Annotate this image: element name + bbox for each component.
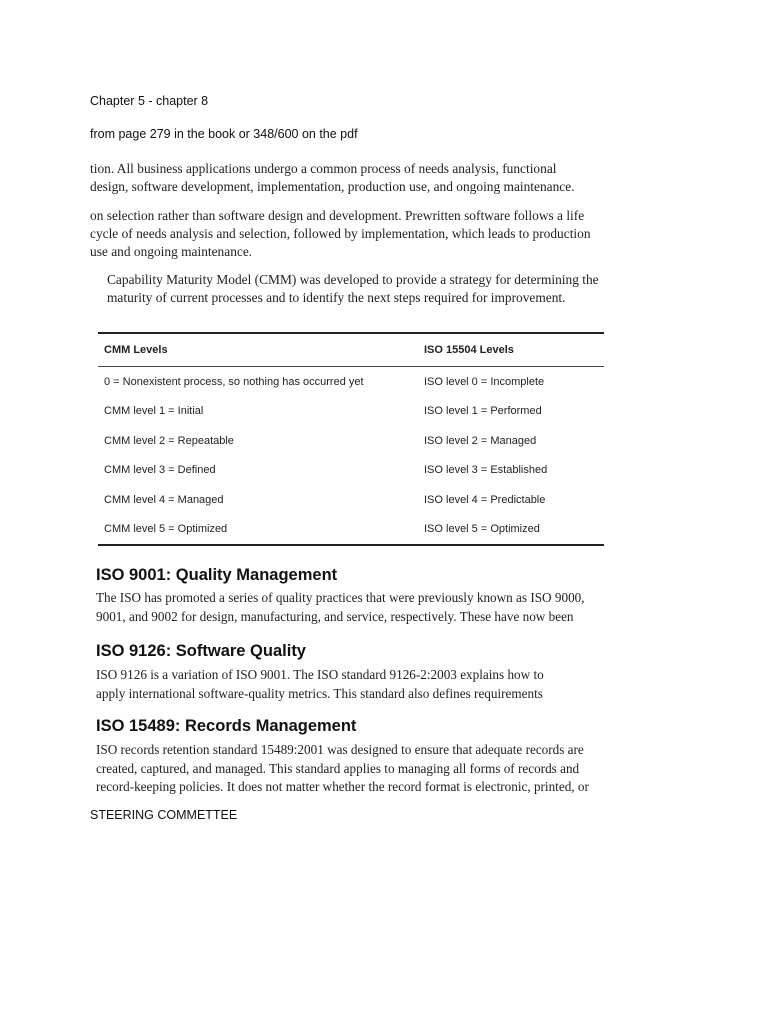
table-row [98, 367, 604, 397]
section-heading-iso-9001: ISO 9001: Quality Management [96, 566, 338, 584]
section-line: ISO 9126 is a variation of ISO 9001. The ISO standard 9126-2:2003 explains how to [96, 667, 544, 682]
iso-level-cell: ISO level 2 = Managed [424, 434, 537, 447]
table-row [98, 515, 604, 546]
page-reference-note: from page 279 in the book or 348/600 on the pdf [90, 127, 358, 141]
iso-level-cell: ISO level 5 = Optimized [418, 515, 604, 546]
chapter-note: Chapter 5 - chapter 8 [90, 94, 209, 108]
excerpt-line: Capability Maturity Model (CMM) was developed to provide a strategy for determining the [107, 272, 599, 287]
excerpt-application-lifecycle [90, 160, 630, 196]
excerpt-line: maturity of current processes and to identify the next steps required for improvement. [107, 290, 566, 305]
section-line: 9001, and 9002 for design, manufacturing, and service, respectively. These have now been [96, 608, 574, 624]
cmm-level-cell: CMM level 3 = Defined [104, 464, 216, 477]
section-line: The ISO has promoted a series of quality practices that were previously known as ISO 9000, [96, 590, 585, 605]
excerpt-line: on selection rather than software design and development. Prewritten software follows a life [90, 208, 585, 223]
excerpt-cmm-intro [107, 271, 647, 307]
iso-level-cell: ISO level 3 = Established [424, 464, 548, 477]
column-header-iso: ISO 15504 Levels [418, 333, 604, 367]
cmm-iso-levels-table [98, 332, 604, 546]
section-line: apply international software-quality metrics. This standard also defines requirements [96, 685, 543, 701]
excerpt-line: design, software development, implementation, production use, and ongoing maintenance. [90, 179, 575, 194]
excerpt-line: cycle of needs analysis and selection, followed by implementation, which leads to production [90, 226, 591, 241]
section-heading-iso-15489: ISO 15489: Records Management [96, 717, 357, 735]
column-header-cmm: CMM Levels [98, 333, 418, 367]
section-body-iso-9126 [96, 666, 616, 703]
cmm-level-cell: 0 = Nonexistent process, so nothing has occurred yet [104, 375, 364, 388]
steering-committee-note: STEERING COMMETTEE [90, 808, 238, 822]
cmm-level-cell: CMM level 5 = Optimized [98, 515, 418, 546]
section-line: created, captured, and managed. This standard applies to managing all forms of records and [96, 760, 580, 776]
cmm-level-cell: CMM level 4 = Managed [104, 493, 224, 506]
table-row [98, 426, 604, 456]
section-body-iso-15489 [96, 741, 616, 797]
table-row [98, 485, 604, 515]
cmm-level-cell: CMM level 1 = Initial [104, 405, 204, 418]
excerpt-line: use and ongoing maintenance. [90, 244, 253, 259]
section-body-iso-9001 [96, 589, 616, 626]
cmm-level-cell: CMM level 2 = Repeatable [104, 434, 234, 447]
table-row [98, 456, 604, 486]
section-line: record-keeping policies. It does not matter whether the record format is electronic, printed, or [96, 779, 589, 795]
iso-level-cell: ISO level 0 = Incomplete [424, 375, 545, 388]
table-row [98, 397, 604, 427]
section-line: ISO records retention standard 15489:2001 was designed to ensure that adequate records are [96, 742, 584, 757]
excerpt-line: tion. All business applications undergo a common process of needs analysis, functional [90, 161, 557, 176]
iso-level-cell: ISO level 4 = Predictable [424, 493, 546, 506]
table-header-row [98, 333, 604, 367]
section-heading-iso-9126: ISO 9126: Software Quality [96, 642, 306, 660]
iso-level-cell: ISO level 1 = Performed [424, 405, 542, 418]
excerpt-prewritten-software [90, 207, 630, 261]
